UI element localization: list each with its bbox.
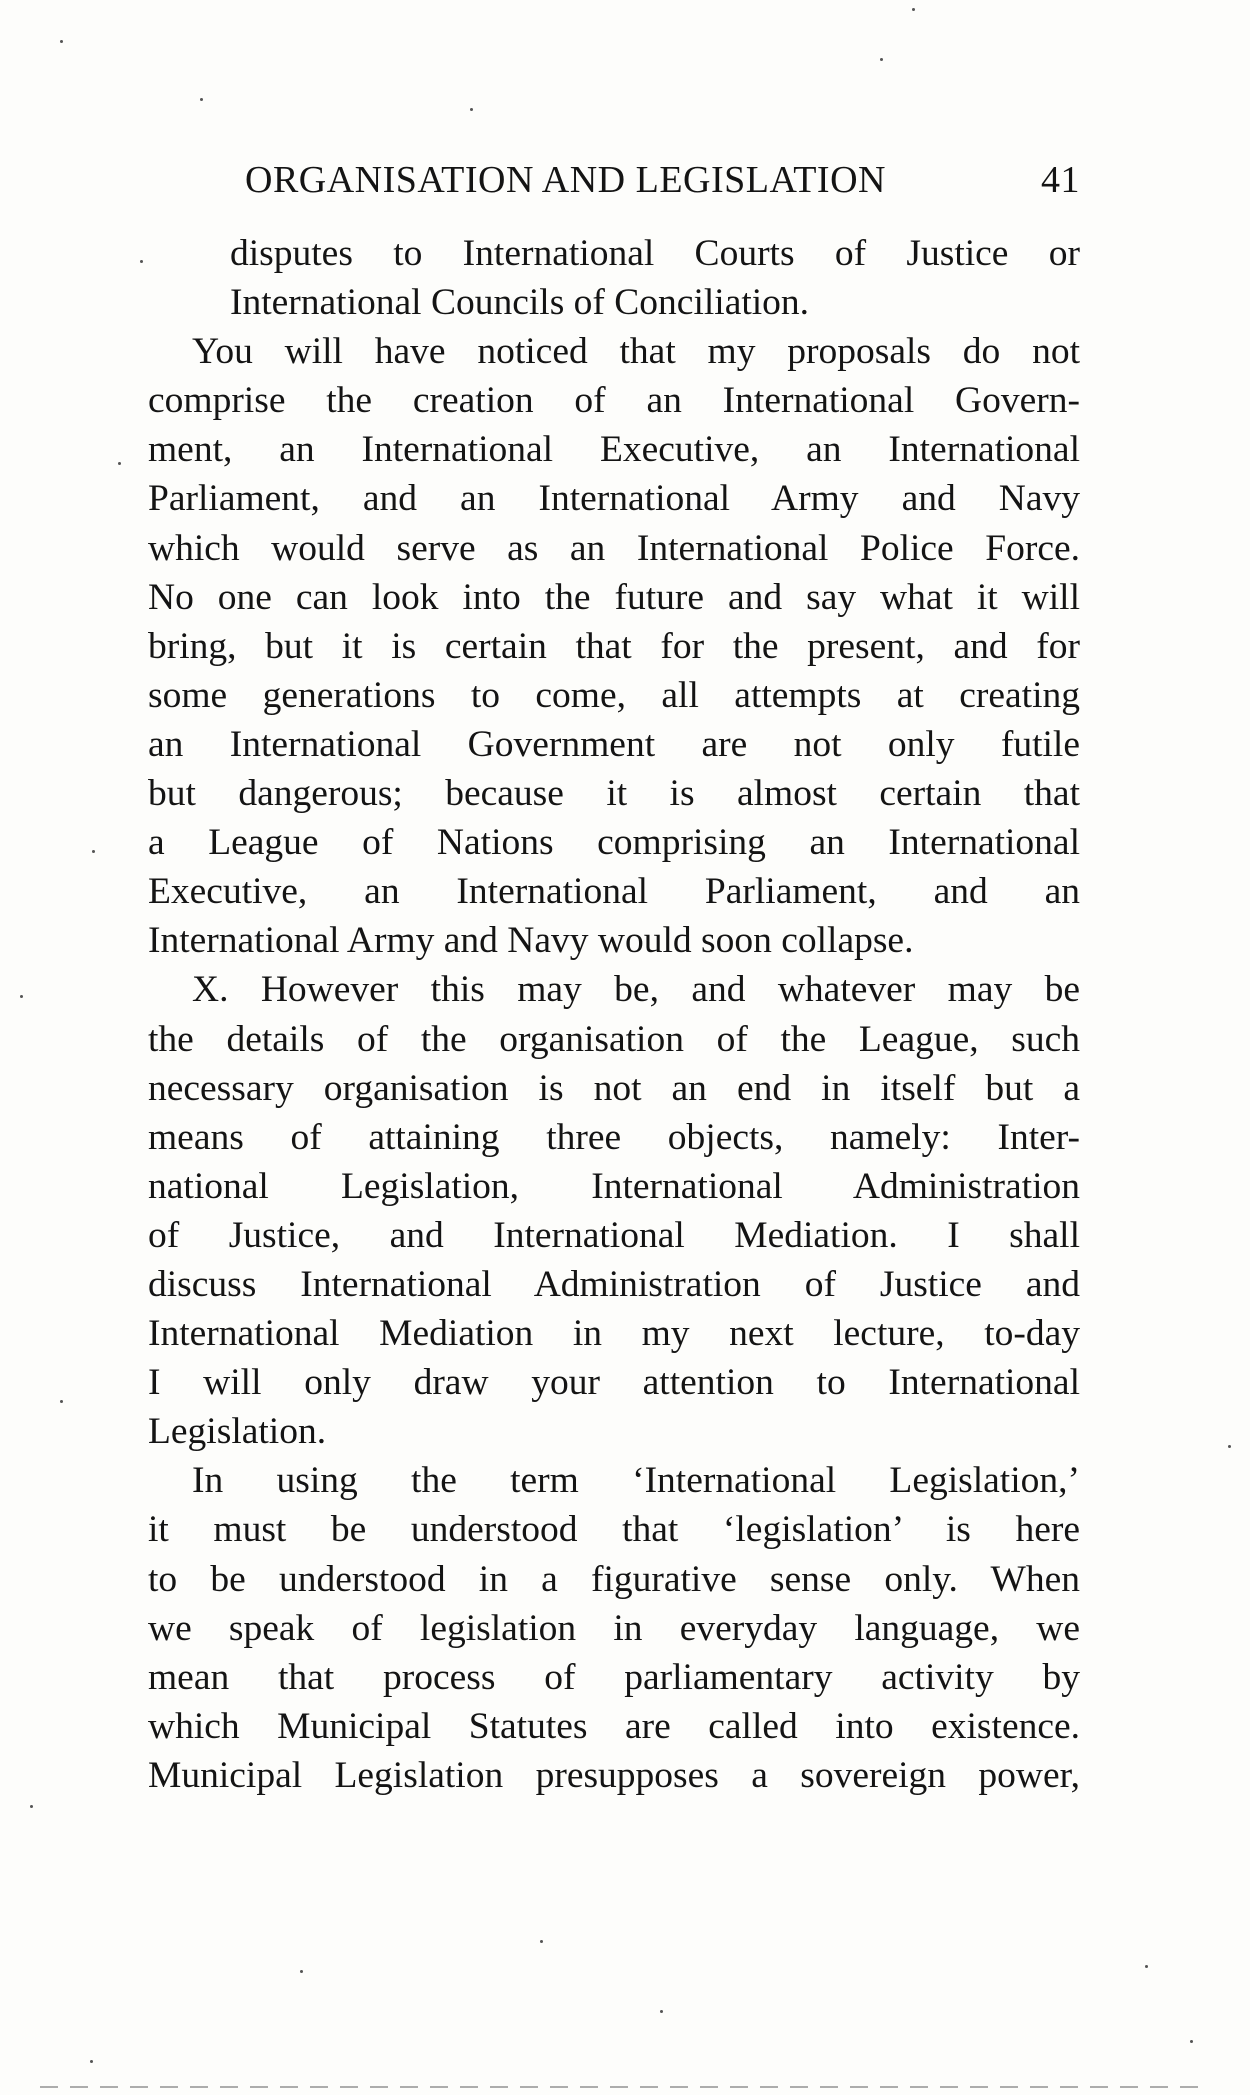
text-line: some generations to come, all attempts at creating — [148, 674, 1080, 716]
scan-speck — [140, 260, 143, 263]
text-line: we speak of legislation in everyday language, we — [148, 1607, 1080, 1649]
text-line: International Army and Navy would soon collapse. — [148, 920, 914, 962]
body-text — [148, 229, 1080, 1800]
scan-speck — [200, 98, 203, 101]
scan-edge-marks — [40, 2086, 1200, 2088]
text-line: an International Government are not only futile — [148, 723, 1080, 765]
scan-speck — [540, 1940, 543, 1943]
scan-speck — [470, 108, 473, 111]
scan-speck — [118, 462, 121, 465]
scan-speck — [1190, 2040, 1193, 2043]
text-line: of Justice, and International Mediation. I shall — [148, 1214, 1080, 1256]
text-line: Parliament, and an International Army and Navy — [148, 478, 1080, 520]
text-line: discuss International Administration of Justice and — [148, 1263, 1080, 1305]
running-head-title: ORGANISATION AND LEGISLATION — [245, 159, 886, 201]
scan-speck — [660, 2010, 663, 2013]
text-line: comprise the creation of an International Govern- — [148, 380, 1080, 422]
scan-speck — [92, 850, 95, 853]
text-line: means of attaining three objects, namely: Inter- — [148, 1116, 1080, 1158]
text-line: which would serve as an International Police Force. — [148, 527, 1080, 569]
text-line: International Councils of Conciliation. — [230, 282, 810, 324]
scan-speck — [1145, 1965, 1148, 1968]
text-line: disputes to International Courts of Justice or — [230, 233, 1080, 274]
scan-speck — [60, 40, 63, 43]
scan-speck — [20, 995, 23, 998]
text-line: Municipal Legislation presupposes a sovereign power, — [148, 1754, 1080, 1796]
text-line: to be understood in a figurative sense only. When — [148, 1558, 1080, 1600]
text-line: In using the term ‘International Legislation,’ — [192, 1460, 1080, 1502]
scan-speck — [912, 8, 915, 11]
scan-speck — [30, 1805, 33, 1808]
text-line: it must be understood that ‘legislation’ is here — [148, 1509, 1080, 1551]
text-line: No one can look into the future and say what it will — [148, 576, 1080, 618]
page-number: 41 — [1041, 159, 1080, 201]
text-line: ment, an International Executive, an International — [148, 429, 1080, 471]
running-head — [245, 158, 1080, 206]
text-line: bring, but it is certain that for the present, and for — [148, 625, 1080, 667]
scan-speck — [90, 2060, 93, 2063]
scan-speck — [880, 58, 883, 61]
text-line: I will only draw your attention to International — [148, 1362, 1080, 1404]
text-line: mean that process of parliamentary activity by — [148, 1656, 1080, 1698]
text-line: but dangerous; because it is almost certain that — [148, 773, 1080, 815]
text-line: a League of Nations comprising an International — [148, 822, 1080, 864]
text-line: X. However this may be, and whatever may be — [192, 969, 1080, 1011]
text-line: the details of the organisation of the League, such — [148, 1018, 1080, 1060]
text-line: which Municipal Statutes are called into existence. — [148, 1705, 1080, 1747]
text-line: national Legislation, International Administration — [148, 1165, 1080, 1207]
text-line: necessary organisation is not an end in itself but a — [148, 1067, 1080, 1109]
text-line: Legislation. — [148, 1411, 327, 1453]
text-line: International Mediation in my next lecture, to-day — [148, 1313, 1080, 1355]
scan-speck — [300, 1970, 303, 1973]
scan-speck — [60, 1400, 63, 1403]
scan-speck — [1228, 1445, 1231, 1448]
text-line: You will have noticed that my proposals do not — [192, 331, 1080, 373]
text-line: Executive, an International Parliament, and an — [148, 871, 1080, 913]
